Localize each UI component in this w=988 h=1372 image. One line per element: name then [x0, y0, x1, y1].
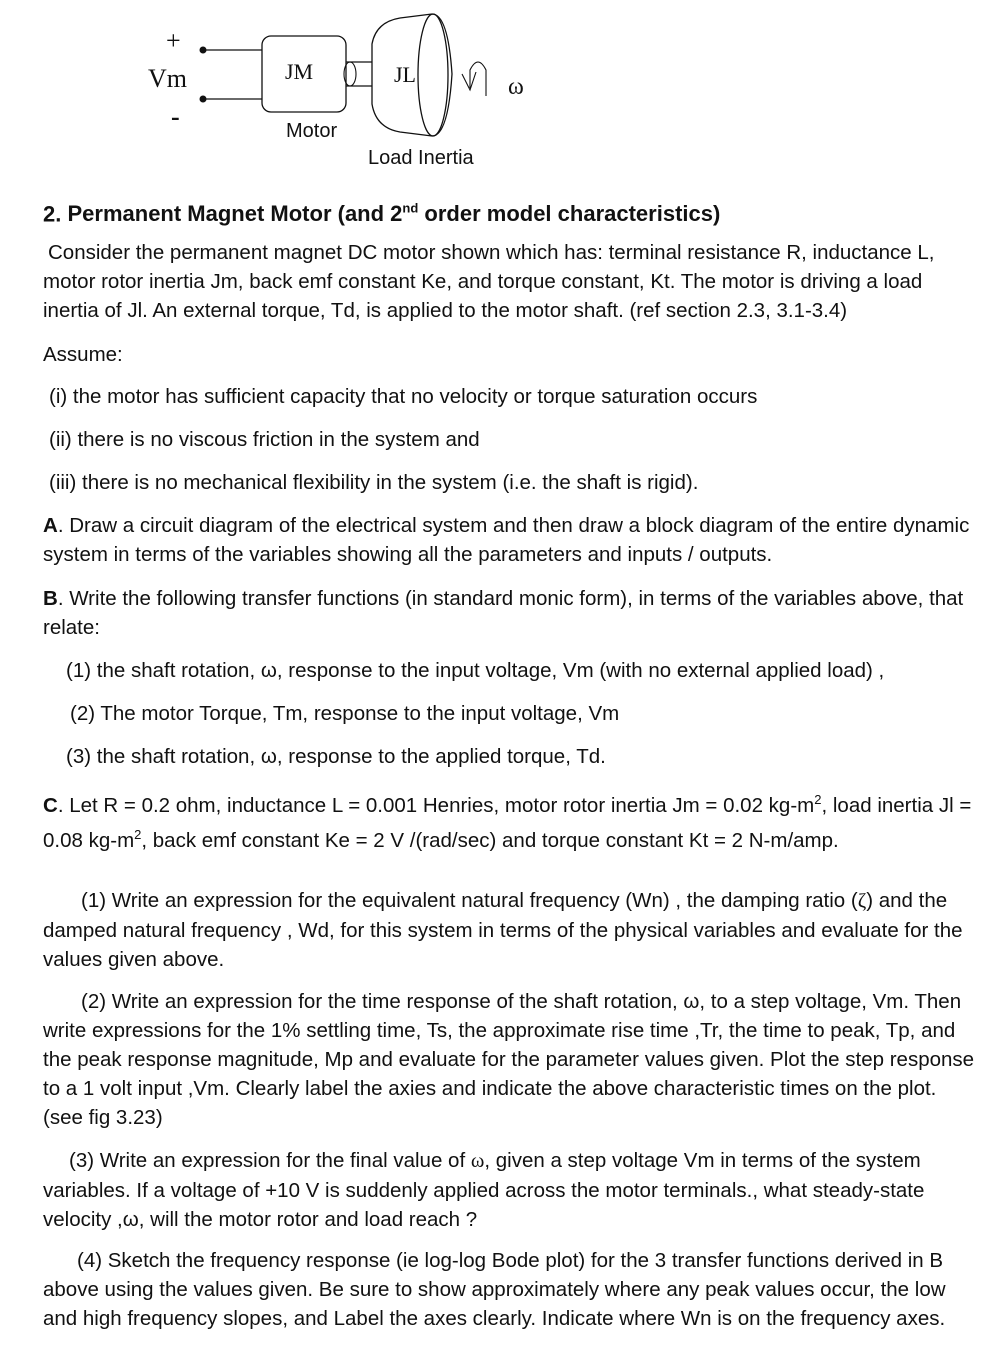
title-text-a: Permanent Magnet Motor (and 2: [67, 201, 403, 227]
part-c-text-3: , back emf constant Ke = 2 V /(rad/sec) and torque constant Kt = 2 N-m/amp.: [141, 828, 839, 852]
motor-shaft: [346, 62, 372, 86]
part-a: [43, 511, 978, 569]
load-inertia-face: [418, 14, 448, 136]
assumption-3: (iii) there is no mechanical flexibility in the system (i.e. the shaft is rigid).: [49, 471, 699, 494]
part-b-item-1: (1) the shaft rotation, ω, response to the input voltage, Vm (with no external applied load) ,: [66, 659, 885, 682]
squared-1: 2: [814, 792, 822, 807]
jm-label: JM: [285, 59, 314, 84]
part-c-item-1: [43, 886, 978, 974]
part-c-item-3: [43, 1146, 978, 1234]
motor-label: Motor: [286, 120, 338, 142]
rotation-arrowhead-icon: [462, 72, 476, 90]
minus-sign: -: [171, 102, 180, 131]
part-c-text-1: . Let R = 0.2 ohm, inductance L = 0.001 Henries, motor rotor inertia Jm = 0.02 kg-m: [57, 793, 815, 817]
part-c-item-3-b: , given a step voltage Vm in terms of the system variables. If a voltage of +10 V is suddenly applied across the motor terminals., what steady-state velocity ,ω, will the motor rotor and load reach ?: [43, 1149, 925, 1231]
vm-label: Vm: [148, 64, 187, 93]
part-c-item-1-a: (1) Write an expression for the equivalent natural frequency (Wn) , the damping ratio (: [81, 889, 858, 912]
title-superscript: nd: [402, 201, 419, 216]
part-b-text: . Write the following transfer functions (in standard monic form), in terms of the variables above, that relate:: [43, 587, 964, 639]
zeta-symbol: ζ: [857, 890, 867, 912]
part-b-letter: B: [43, 587, 58, 610]
part-b: [43, 584, 978, 642]
part-a-letter: A: [43, 514, 58, 537]
part-c-item-4: (4) Sketch the frequency response (ie log-log Bode plot) for the 3 transfer functions derived in B above using the values given. Be sure to show approximately where any peak values occur, the low and high frequency slopes, and Label the axes clearly. Indicate where Wn is on the frequency axes.: [43, 1249, 946, 1330]
part-c-item-2: (2) Write an expression for the time response of the shaft rotation, ω, to a step voltage, Vm. Then write expressions for the 1% settling time, Ts, the approximate rise time ,Tr, the time to peak, Tp, and the peak response magnitude, Mp and evaluate for the parameter values given. Plot the step response to a 1 volt input ,Vm. Clearly label the axies and indicate the above characteristic times on the plot. (see fig 3.23): [43, 990, 975, 1129]
part-a-text: . Draw a circuit diagram of the electrical system and then draw a block diagram of the entire dynamic system in terms of the variables showing all the parameters and inputs / outputs.: [43, 514, 970, 566]
intro-paragraph: Consider the permanent magnet DC motor shown which has: terminal resistance R, inductance L, motor rotor inertia Jm, back emf constant Ke, and torque constant, Kt. The motor is driving a load inertia of Jl. An external torque, Td, is applied to the motor shaft. (ref section 2.3, 3.1-3.4): [43, 241, 935, 322]
problem-title: [43, 194, 978, 228]
jl-label: JL: [394, 62, 416, 87]
part-c-text-2: , load inertia Jl = 0.08 kg-m: [43, 793, 972, 852]
assumption-1: (i) the motor has sufficient capacity that no velocity or torque saturation occurs: [49, 385, 758, 408]
assume-label: Assume:: [43, 343, 123, 366]
part-c: [43, 785, 978, 855]
assumption-2: (ii) there is no viscous friction in the system and: [49, 428, 480, 451]
part-c-letter: C: [43, 793, 58, 817]
title-text-b: order model characteristics): [418, 201, 721, 227]
omega-symbol: ω: [470, 1150, 485, 1172]
load-inertia-label: Load Inertia: [368, 147, 474, 169]
problem-number: 2.: [43, 201, 62, 227]
part-b-item-2: (2) The motor Torque, Tm, response to the input voltage, Vm: [70, 702, 620, 725]
squared-2: 2: [134, 826, 142, 842]
part-b-item-3: (3) the shaft rotation, ω, response to the applied torque, Td.: [66, 745, 606, 768]
part-c-item-1-b: ) and the damped natural frequency , Wd, for this system in terms of the physical variables and evaluate for the values given above.: [43, 889, 963, 971]
rotation-arrow-icon: [470, 62, 486, 96]
motor-diagram: [0, 0, 988, 185]
part-c-item-3-a: (3) Write an expression for the final value of: [69, 1149, 471, 1172]
plus-sign: +: [166, 26, 181, 55]
omega-label: ω: [508, 74, 524, 100]
